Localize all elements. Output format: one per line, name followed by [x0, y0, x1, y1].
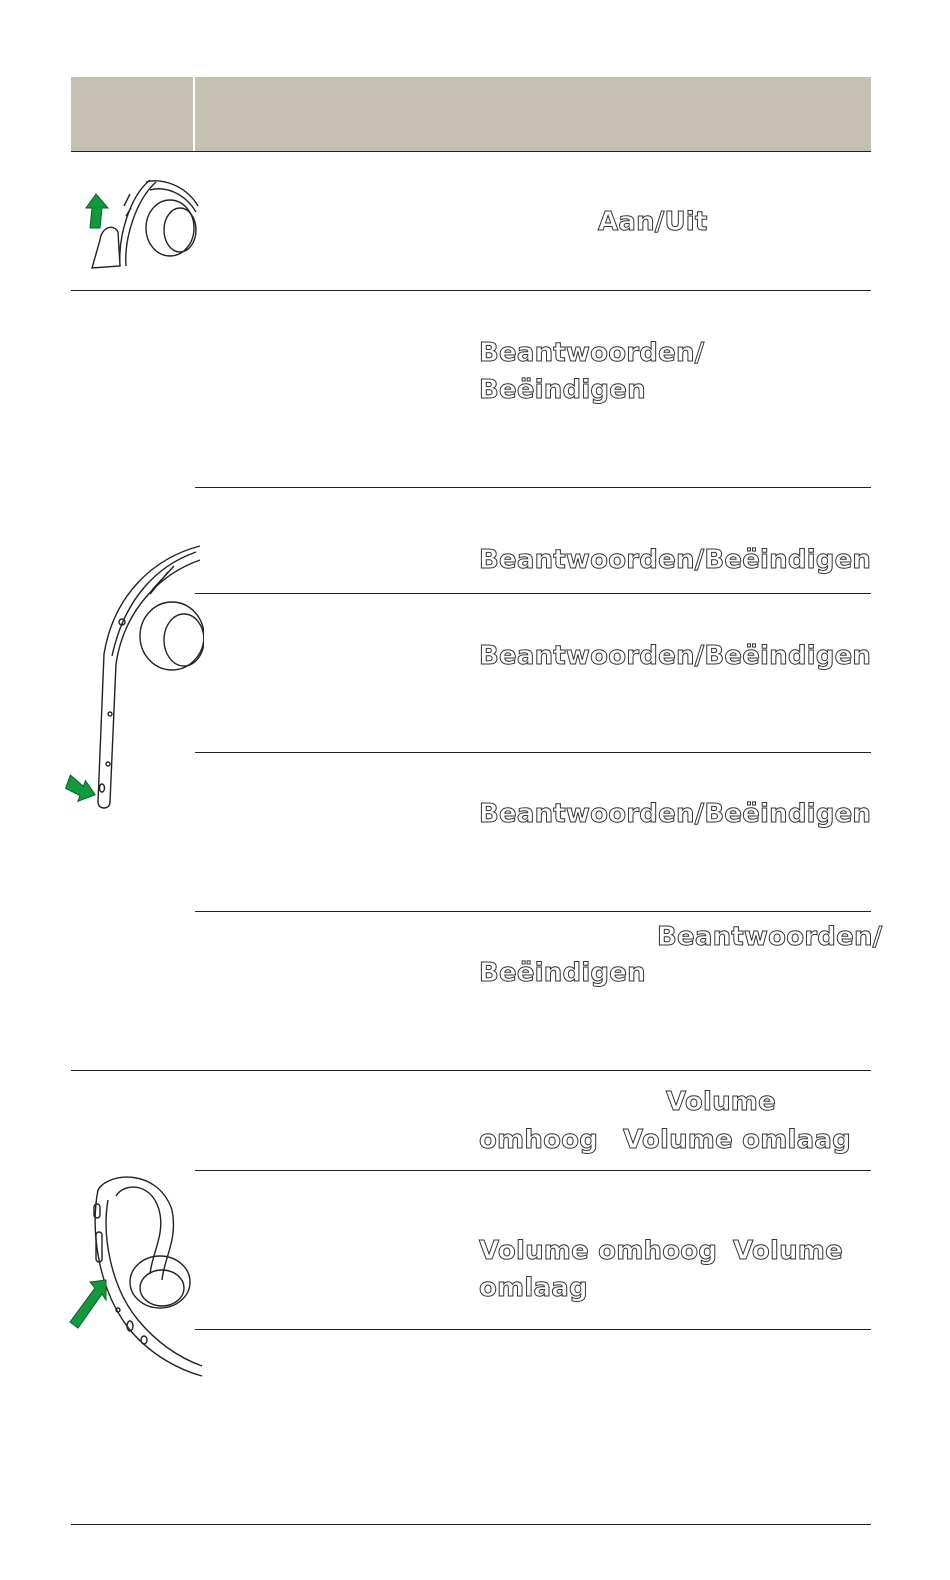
rule-power-bottom — [71, 290, 871, 291]
table-header-divider — [193, 77, 195, 151]
rule-answer-group-bottom — [71, 1070, 871, 1071]
volume2-line1b: Volume — [733, 1236, 843, 1266]
power-slide-illustration — [80, 176, 204, 272]
volume1-line1: Volume — [666, 1087, 776, 1117]
volume1-line2a: omhoog — [479, 1125, 598, 1155]
volume2-line2: omlaag — [479, 1273, 588, 1303]
answer4-label: Beantwoorden/Beëindigen — [479, 799, 872, 829]
answer-button-illustration — [64, 544, 204, 814]
answer5-line1: Beantwoorden/ — [657, 922, 883, 952]
answer5-line2: Beëindigen — [479, 958, 646, 988]
rule-answer4-bottom — [195, 911, 871, 912]
arrow-up-right-icon — [70, 1280, 106, 1328]
volume1-line2b: Volume omlaag — [623, 1125, 851, 1155]
volume-button-illustration — [68, 1170, 204, 1380]
answer3-label: Beantwoorden/Beëindigen — [479, 641, 872, 671]
volume2-line1a: Volume omhoog — [479, 1236, 718, 1266]
rule-answer2-bottom — [195, 593, 871, 594]
answer2-label: Beantwoorden/Beëindigen — [479, 545, 872, 575]
rule-table-bottom — [71, 1524, 871, 1525]
power-label: Aan/Uit — [598, 207, 708, 237]
table-header — [71, 77, 871, 151]
rule-volume2-bottom — [195, 1329, 871, 1330]
rule-volume1-bottom — [195, 1170, 871, 1171]
answer1-line2: Beëindigen — [479, 375, 646, 405]
arrow-up-icon — [86, 194, 108, 228]
arrow-right-icon — [64, 775, 99, 806]
answer1-line1: Beantwoorden/ — [479, 338, 705, 368]
rule-answer3-bottom — [195, 752, 871, 753]
rule-answer1-bottom — [195, 487, 871, 488]
rule-header-bottom — [71, 151, 871, 152]
